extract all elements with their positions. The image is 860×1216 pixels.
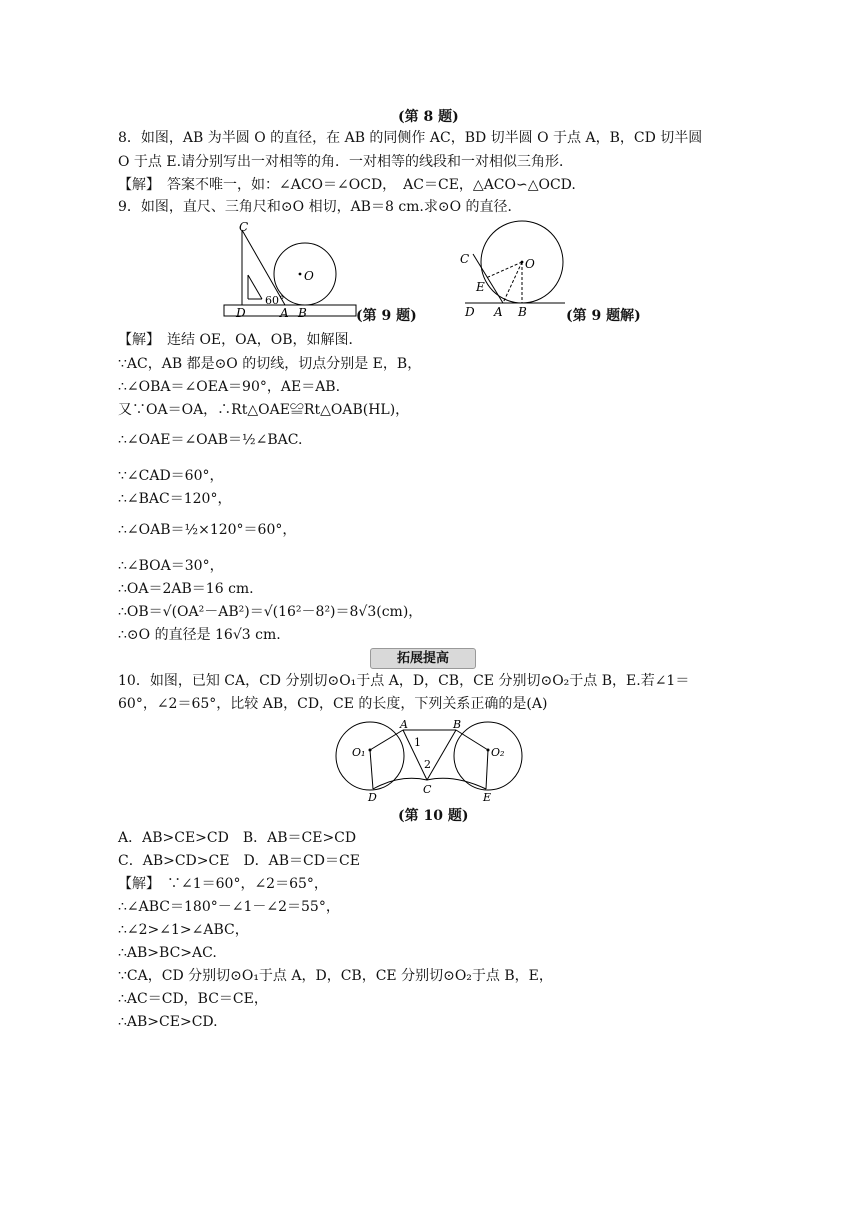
q9-solution-line: 又∵OA＝OA，∴Rt△OAE≌Rt△OAB(HL)， — [118, 402, 410, 418]
q9-solution-line: ∵∠CAD＝60°， — [118, 468, 224, 484]
q9s-label-c: C — [460, 252, 470, 266]
figure-caption-q8: (第 8 题) — [398, 109, 459, 125]
q10-option-line: C．AB>CD>CE D．AB＝CD＝CE — [118, 853, 360, 869]
q10-label-d: D — [368, 791, 377, 802]
q10-label-e: E — [483, 791, 492, 802]
q9-solution-line: ∴∠BAC＝120°， — [118, 491, 232, 507]
q10-text-line2: 60°，∠2＝65°，比较 AB，CD，CE 的长度，下列关系正确的是(A) — [118, 696, 548, 712]
q10-solution-line: ∵CA，CD 分别切⊙O₁于点 A，D，CB，CE 分别切⊙O₂于点 B，E， — [118, 968, 553, 984]
q9-figure — [222, 220, 372, 320]
q9s-label-a: A — [494, 305, 503, 319]
q10-figure — [330, 716, 530, 802]
q9-solution-line: 【解】 连结 OE，OA，OB，如解图． — [118, 332, 363, 348]
q9-label-a: A — [280, 306, 289, 320]
q8-text-line2: O 于点 E.请分别写出一对相等的角．一对相等的线段和一对相似三角形． — [118, 154, 574, 170]
q9-solution-line: ∴OB＝√(OA²－AB²)＝√(16²－8²)＝8√3(cm)， — [118, 604, 423, 620]
q9-text-line1: 9．如图，直尺、三角尺和⊙O 相切，AB＝8 cm.求⊙O 的直径． — [118, 199, 522, 215]
q10-label-angle1: 1 — [414, 736, 421, 749]
q9s-label-o: O — [525, 257, 535, 271]
q9-label-d: D — [236, 306, 246, 320]
q9-solution-line: ∵AC，AB 都是⊙O 的切线，切点分别是 E，B， — [118, 356, 422, 372]
q9s-label-d: D — [465, 305, 475, 319]
q10-solution-line: ∴AB>BC>AC. — [118, 945, 217, 961]
q10-label-c: C — [423, 783, 432, 796]
q9-solution-line: ∴∠OBA＝∠OEA＝90°，AE＝AB. — [118, 379, 341, 395]
q9-solution-line: ∴∠BOA＝30°， — [118, 558, 224, 574]
q10-solution-line: 【解】 ∵∠1＝60°，∠2＝65°， — [118, 876, 328, 892]
q10-solution-line: ∴∠2>∠1>∠ABC， — [118, 922, 249, 938]
q10-label-b: B — [453, 718, 462, 731]
q10-option-line: A．AB>CE>CD B．AB＝CE>CD — [118, 830, 357, 846]
q10-figure-caption: (第 10 题) — [398, 808, 469, 824]
q9-label-c: C — [239, 220, 249, 234]
q9-label-b: B — [298, 306, 307, 320]
q9s-label-b: B — [518, 305, 527, 319]
q9-solution-line: ∴∠OAE＝∠OAB＝½∠BAC. — [118, 432, 303, 448]
q9-figure-caption: (第 9 题) — [356, 308, 417, 324]
q10-solution-line: ∴AC＝CD，BC＝CE， — [118, 991, 268, 1007]
q10-label-o2: O₂ — [491, 746, 505, 759]
q10-solution-line: ∴∠ABC＝180°－∠1－∠2＝55°， — [118, 899, 340, 915]
q9-solution-figure-caption: (第 9 题解) — [566, 308, 641, 324]
q8-answer: 【解】 答案不唯一，如：∠ACO＝∠OCD， AC＝CE，△ACO∽△OCD. — [118, 177, 576, 193]
q9-solution-line: ∴∠OAB＝½×120°＝60°， — [118, 522, 297, 538]
q10-text-line1: 10．如图，已知 CA，CD 分别切⊙O₁于点 A，D，CB，CE 分别切⊙O₂于点 B，E.若∠1＝ — [118, 673, 690, 689]
q8-text-line1: 8．如图，AB 为半圆 O 的直径，在 AB 的同侧作 AC，BD 切半圆 O 于点 A，B，CD 切半圆 — [118, 130, 703, 146]
q9-solution-line: ∴OA＝2AB＝16 cm. — [118, 581, 254, 597]
section-banner: 拓展提高 — [370, 648, 476, 669]
q9s-label-e: E — [476, 280, 485, 294]
q9-label-angle: 60° — [265, 294, 285, 307]
q10-label-a: A — [400, 718, 408, 731]
q10-label-angle2: 2 — [424, 758, 431, 771]
q9-solution-figure — [455, 220, 575, 320]
q9-label-o: O — [304, 269, 314, 283]
q10-solution-line: ∴AB>CE>CD. — [118, 1014, 218, 1030]
q9-solution-line: ∴⊙O 的直径是 16√3 cm. — [118, 627, 281, 643]
q10-label-o1: O₁ — [352, 746, 366, 759]
